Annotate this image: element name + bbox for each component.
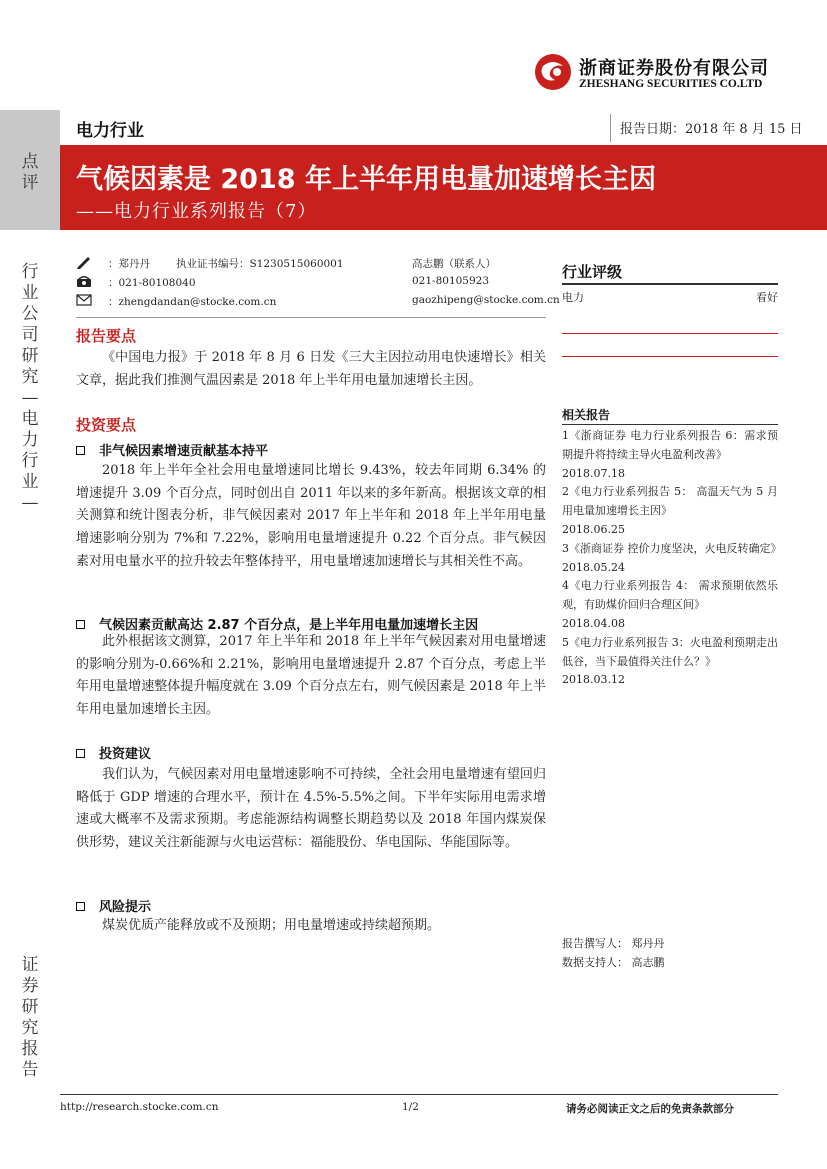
- checkbox-bullet-icon: [76, 620, 85, 629]
- checkbox-bullet-icon: [76, 749, 85, 758]
- checkbox-bullet-icon: [76, 446, 85, 455]
- envelope-icon: [76, 293, 92, 307]
- contact-person: 高志鹏（联系人）: [412, 258, 496, 270]
- footer-divider: [60, 1094, 778, 1095]
- contact-row-phone: [76, 273, 546, 291]
- analyst-phone: ：021-80108040: [108, 277, 196, 289]
- report-title: 气候因素是 2018 年上半年用电量加速增长主因: [76, 164, 656, 195]
- related-list: [562, 427, 782, 690]
- report-date: 报告日期：2018 年 8 月 15 日: [620, 122, 803, 137]
- company-name-cn: 浙商证券股份有限公司: [579, 58, 769, 79]
- page-number: 1/2: [402, 1101, 419, 1113]
- report-subtitle: ——电力行业系列报告（7）: [76, 201, 317, 222]
- related-divider: [562, 424, 778, 425]
- related-item[interactable]: 1《浙商证券 电力行业系列报告 6：需求预期提升将持续主导火电盈利改善》 2018.07.18: [562, 429, 778, 480]
- point-3-title: 投资建议: [76, 743, 151, 762]
- header-divider: [610, 114, 611, 142]
- analyst-name: ：郑丹丹: [108, 258, 150, 270]
- summary-heading: 报告要点: [76, 327, 137, 345]
- investment-heading: 投资要点: [76, 416, 137, 434]
- company-logo: [533, 52, 773, 94]
- related-item[interactable]: 5《电力行业系列报告 3：火电盈利预期走出低谷，当下最值得关注什么？》 2018.03.12: [562, 635, 778, 687]
- checkbox-bullet-icon: [76, 902, 85, 911]
- related-item[interactable]: 2《电力行业系列报告 5： 高温天气为 5 月用电量加速增长主因》 2018.06.25: [562, 485, 778, 536]
- data-supporter: 数据支持人： 高志鹏: [562, 956, 665, 969]
- side-label-middle: 行 业 公 司 研 究 — 电 力 行 业 —: [21, 262, 39, 513]
- rating-heading: 行业评级: [562, 263, 623, 281]
- contact-row-name: [76, 254, 546, 272]
- contact-email[interactable]: gaozhipeng@stocke.com.cn: [412, 294, 560, 306]
- rating-rule-1: [562, 333, 778, 334]
- report-writer: 报告撰写人： 郑丹丹: [562, 937, 665, 950]
- rating-divider: [562, 283, 778, 285]
- rating-rule-2: [562, 356, 778, 357]
- point-4-title: 风险提示: [76, 896, 151, 915]
- contact-divider: [76, 317, 546, 318]
- phone-icon: [76, 274, 92, 288]
- company-name-en: ZHESHANG SECURITIES CO.LTD: [579, 78, 763, 90]
- contact-phone: 021-80105923: [412, 275, 490, 287]
- analyst-email[interactable]: ：zhengdandan@stocke.com.cn: [108, 296, 277, 308]
- point-2-title: 气候因素贡献高达 2.87 个百分点，是上半年用电量加速增长主因: [76, 614, 478, 633]
- pen-icon: [76, 255, 92, 269]
- analyst-cert: 执业证书编号：S1230515060001: [176, 258, 344, 270]
- point-1-title: 非气候因素增速贡献基本持平: [76, 440, 268, 459]
- title-band: [60, 145, 827, 230]
- related-item[interactable]: 4《电力行业系列报告 4： 需求预期依然乐观，有助煤价回归合理区间》 2018.04.08: [562, 579, 778, 630]
- industry-header-bar: [60, 110, 827, 145]
- rating-industry: 电力: [562, 291, 584, 304]
- contact-row-email: [76, 292, 560, 310]
- point-2-text: 此外根据该文测算，2017 年上半年和 2018 年上半年气候因素对用电量增速的影响分别为-0.66%和 2.21%，影响用电量增速提升 2.87 个百分点，考虑上半年用电量增速整体提升幅度就在 3.09 个百分点左右，则气候因素是 2018 年上半年用电量加速增长主因。: [76, 634, 546, 718]
- analyst-contact: [76, 254, 560, 314]
- point-1-text: 2018 年上半年全社会用电量增速同比增长 9.43%，较去年同期 6.34% 的增速提升 3.09 个百分点，同时创出自 2011 年以来的多年新高。根据该文章的相关测算和统计图表分析，非气候因素对 2017 年上半年和 2018 年上半年用电量增速影响分别为 7%和 7.22%，影响用电量增速提升 0.22 个百分点。非气候因素对用电量水平的拉升较去年整体持平，用电量增速加速增长与其相关性不高。: [76, 463, 546, 569]
- side-label-top: 点 评: [21, 152, 39, 193]
- report-authors: [562, 934, 665, 972]
- summary-text: 《中国电力报》于 2018 年 8 月 6 日发《三大主因拉动用电快速增长》相关文章，据此我们推测气温因素是 2018 年上半年用电量加速增长主因。: [76, 350, 546, 388]
- point-3-text: 我们认为，气候因素对用电量增速影响不可持续，全社会用电量增速有望回归略低于 GDP 增速的合理水平，预计在 4.5%-5.5%之间。下半年实际用电需求增速或大概率不及需求预期。考虑能源结构调整长期趋势以及 2018 年国内煤炭保供形势，建议关注新能源与火电运营标：福能股份、华电国际、华能国际等。: [76, 767, 546, 851]
- related-item[interactable]: 3《浙商证券 控价力度坚决，火电反转确定》 2018.05.24: [562, 541, 782, 574]
- left-side-strip: [0, 0, 60, 1169]
- side-label-bottom: 证 券 研 究 报 告: [21, 955, 39, 1080]
- related-heading: 相关报告: [562, 408, 611, 422]
- point-4-text: 煤炭优质产能释放或不及预期；用电量增速或持续超预期。: [102, 918, 441, 933]
- rating-value: 看好: [756, 291, 778, 304]
- footer-disclaimer: 请务必阅读正文之后的免责条款部分: [566, 1103, 734, 1115]
- industry-name: 电力行业: [76, 121, 144, 141]
- footer-url[interactable]: http://research.stocke.com.cn: [60, 1101, 219, 1113]
- zheshang-logo-icon: [533, 52, 573, 92]
